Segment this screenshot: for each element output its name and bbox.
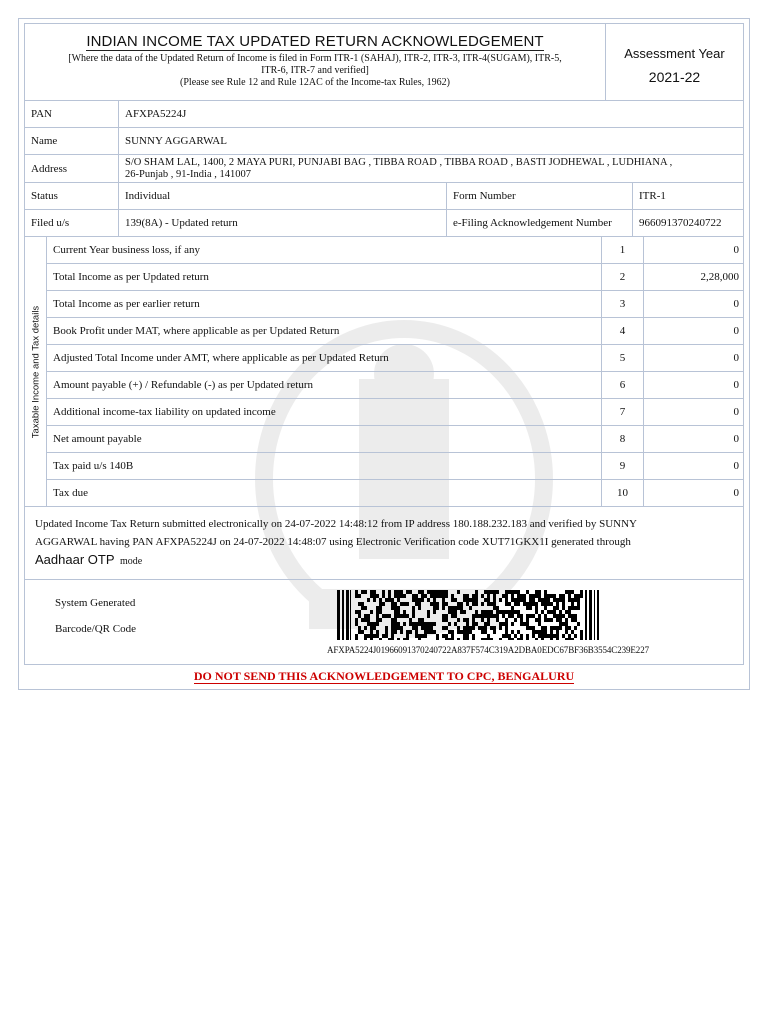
subtitle-line-2: ITR-6, ITR-7 and verified] — [261, 65, 369, 76]
form-number-label: Form Number — [447, 183, 633, 210]
tax-row-number: 8 — [602, 426, 644, 453]
assessment-year-label: Assessment Year — [624, 46, 725, 61]
tax-row-value: 0 — [644, 318, 744, 345]
address-line-1: S/O SHAM LAL, 1400, 2 MAYA PURI, PUNJABI BAG , TIBBA ROAD , TIBBA ROAD , BASTI JODHEWAL , LUDHIANA , — [125, 156, 673, 168]
verification-mode-line — [35, 551, 733, 571]
tax-section-label-text: Taxable Income and Tax details — [30, 305, 41, 438]
tax-row-label: Total Income as per Updated return — [47, 264, 602, 291]
tax-row-value: 0 — [644, 291, 744, 318]
tax-row-value: 0 — [644, 426, 744, 453]
tax-row-value: 2,28,000 — [644, 264, 744, 291]
verification-statement — [24, 506, 744, 580]
cpc-warning-text: DO NOT SEND THIS ACKNOWLEDGEMENT TO CPC, BENGALURU — [193, 669, 575, 683]
tax-row-number: 6 — [602, 372, 644, 399]
acknowledgement-document — [18, 18, 750, 690]
tax-row — [25, 453, 744, 480]
ack-number-value: 966091370240722 — [633, 210, 744, 237]
tax-row-label: Adjusted Total Income under AMT, where applicable as per Updated Return — [47, 345, 602, 372]
tax-row-number: 4 — [602, 318, 644, 345]
tax-section-side-label — [25, 237, 47, 507]
barcode-image-icon — [337, 590, 599, 640]
status-value: Individual — [119, 183, 447, 210]
tax-row-value: 0 — [644, 453, 744, 480]
tax-row — [25, 264, 744, 291]
address-line-2: 26-Punjab , 91-India , 141007 — [125, 168, 251, 180]
verification-line-1: Updated Income Tax Return submitted electronically on 24-07-2022 14:48:12 from IP address 180.188.232.183 and verified by SUNNY — [35, 518, 637, 530]
tax-row-label: Tax due — [47, 480, 602, 507]
verification-mode: Aadhaar OTP — [35, 552, 115, 567]
tax-row-number: 2 — [602, 264, 644, 291]
tax-row — [25, 318, 744, 345]
barcode-label-line-2: Barcode/QR Code — [55, 623, 136, 635]
name-label: Name — [25, 128, 119, 155]
document-subtitle — [25, 53, 605, 89]
status-label: Status — [25, 183, 119, 210]
tax-row-number: 10 — [602, 480, 644, 507]
filed-row — [25, 210, 744, 237]
tax-row — [25, 291, 744, 318]
tax-row-label: Tax paid u/s 140B — [47, 453, 602, 480]
pan-row — [25, 101, 744, 128]
address-value — [119, 155, 744, 183]
tax-row-value: 0 — [644, 480, 744, 507]
tax-row-label: Additional income-tax liability on updated income — [47, 399, 602, 426]
tax-row-label: Net amount payable — [47, 426, 602, 453]
tax-row-number: 7 — [602, 399, 644, 426]
barcode-text: AFXPA5224J01966091370240722A837F574C319A2DBA0EDC67BF36B3554C239E227 — [327, 645, 650, 655]
tax-details-table — [24, 236, 744, 507]
filed-value: 139(8A) - Updated return — [119, 210, 447, 237]
pan-label: PAN — [25, 101, 119, 128]
status-row — [25, 183, 744, 210]
address-row — [25, 155, 744, 183]
tax-row-label: Total Income as per earlier return — [47, 291, 602, 318]
name-value: SUNNY AGGARWAL — [119, 128, 744, 155]
tax-row-value: 0 — [644, 372, 744, 399]
assessment-year-block — [606, 24, 743, 100]
subtitle-line-1: [Where the data of the Updated Return of Income is filed in Form ITR-1 (SAHAJ), ITR-2, ITR-3, ITR-4(SUGAM), ITR-5, — [68, 53, 562, 64]
tax-row — [25, 345, 744, 372]
tax-row-value: 0 — [644, 237, 744, 264]
address-label: Address — [25, 155, 119, 183]
tax-row — [25, 399, 744, 426]
tax-row-number: 1 — [602, 237, 644, 264]
header-block — [24, 23, 744, 101]
tax-row-value: 0 — [644, 399, 744, 426]
verification-line-2: AGGARWAL having PAN AFXPA5224J on 24-07-2022 14:48:07 using Electronic Verification code XUT71GKX1I generated through — [35, 536, 631, 548]
filed-label: Filed u/s — [25, 210, 119, 237]
cpc-warning — [24, 665, 744, 685]
tax-row-number: 9 — [602, 453, 644, 480]
mode-word: mode — [120, 556, 143, 567]
tax-row-number: 3 — [602, 291, 644, 318]
tax-row — [25, 237, 744, 264]
form-number-value: ITR-1 — [633, 183, 744, 210]
name-row — [25, 128, 744, 155]
tax-row-label: Amount payable (+) / Refundable (-) as per Updated return — [47, 372, 602, 399]
tax-row-label: Current Year business loss, if any — [47, 237, 602, 264]
tax-row-number: 5 — [602, 345, 644, 372]
tax-row-label: Book Profit under MAT, where applicable as per Updated Return — [47, 318, 602, 345]
assessment-year-value: 2021-22 — [648, 69, 701, 85]
tax-row-value: 0 — [644, 345, 744, 372]
barcode-section — [24, 579, 744, 665]
taxpayer-details-table — [24, 100, 744, 237]
barcode-label-line-1: System Generated — [55, 597, 136, 609]
subtitle-line-3: (Please see Rule 12 and Rule 12AC of the Income-tax Rules, 1962) — [180, 77, 450, 88]
tax-row — [25, 372, 744, 399]
document-title: INDIAN INCOME TAX UPDATED RETURN ACKNOWLEDGEMENT — [86, 33, 544, 50]
header-title-block — [25, 24, 606, 100]
pan-value: AFXPA5224J — [119, 101, 744, 128]
ack-number-label: e-Filing Acknowledgement Number — [447, 210, 633, 237]
tax-row — [25, 480, 744, 507]
tax-row — [25, 426, 744, 453]
